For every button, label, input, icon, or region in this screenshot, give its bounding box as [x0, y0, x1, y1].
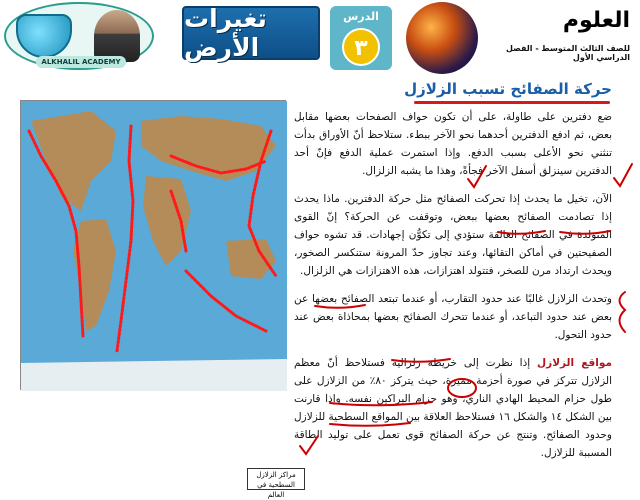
earthquake-map [20, 100, 296, 499]
world-map-graphic [21, 101, 287, 391]
flask-icon [16, 14, 72, 58]
lesson-number: ٣ [342, 28, 380, 66]
section-heading: حركة الصفائح تسبب الزلازل [404, 80, 612, 98]
lesson-label: الدرس [343, 10, 379, 23]
lesson-title: تغيرات الأرض [184, 4, 267, 62]
checkmark-2 [614, 164, 632, 186]
paragraph-2: الآن، تخيل ما يحدث إذا تحركت الصفائح مثل حركة الدفترين. ماذا يحدث إذا تصادمت الصفائح بعضها ببعض، وتوقفت عن الحركة؟ إنّ القوى المتولدة في الصفائح العالقة ستؤدي إلى تكوُّن إجهادات. قد تشوه حواف الصفيحتين في أماكن التقائها، وعند تجاوز حدّ المرونة ستنكسر الصخور، ويحدث ارتداد مرن للصخر، فتتولد اهتزازات، هذه الاهتزازات هي الزلزال. [294, 193, 612, 277]
lesson-title-banner [182, 6, 320, 60]
landmass-antarctica [21, 359, 287, 391]
lesson-badge [330, 6, 392, 70]
paragraph-4-body: إذا نظرت إلى خريطة زلزالية فستلاحظ أنّ معظم الزلازل تتركز في صورة أحزمة مميزة، حيث يتركز ٨٠٪ من الزلازل على طول حزام المحيط الهادي الناري، وهو حزام البراكين نفسه. وإذا قارنت بين الشكل ١٤ والشكل ١٦ فستلاحظ العلاقة بين المواقع السطحية للزلازل وحدود الصفائح. وتنتج عن حركة الصفائح قوى تعمل على توليد الطاقة المسببة للزلازل. [294, 357, 612, 459]
earthquake-locations-title: مواقع الزلازل [537, 357, 612, 369]
logo-text: ALKHALIL ACADEMY [36, 56, 126, 68]
paragraph-1: ضع دفترين على طاولة، على أن تكون حواف الصفحات بعضها مقابل بعض، ثم ادفع الدفترين أحدهما نحو الآخر ببطء. ستلاحظ أنّ الأوراق بدأت تنثني نحو الأعلى بسبب الدفع. وإذا استمرت عملية الدفع فإنّ أحد الدفترين سينزلق أسفل الآخر فجأةً، وهذا ما يشبه الزلزال. [294, 111, 612, 177]
bracket-ink [620, 292, 626, 332]
page-header [0, 0, 640, 78]
teacher-photo [94, 10, 140, 62]
heading-underline [414, 101, 610, 104]
map-caption: مراكز الزلازل السطحية في العالم [247, 468, 305, 490]
paragraph-3: وتحدث الزلازل غالبًا عند حدود التقارب، أو عندما تبتعد الصفائح بعضها عن بعض عند حدود التباعد، أو عندما تتحرك الصفائح بعضها بمحاذاة بعض عند حدود التحول. [294, 293, 612, 341]
subject-title: العلوم [562, 8, 630, 33]
paragraph-4 [294, 354, 612, 464]
globe-icon [406, 2, 478, 74]
grade-subtitle: للصف الثالث المتوسط - الفصل الدراسي الأول [506, 44, 630, 62]
academy-logo [4, 2, 154, 70]
